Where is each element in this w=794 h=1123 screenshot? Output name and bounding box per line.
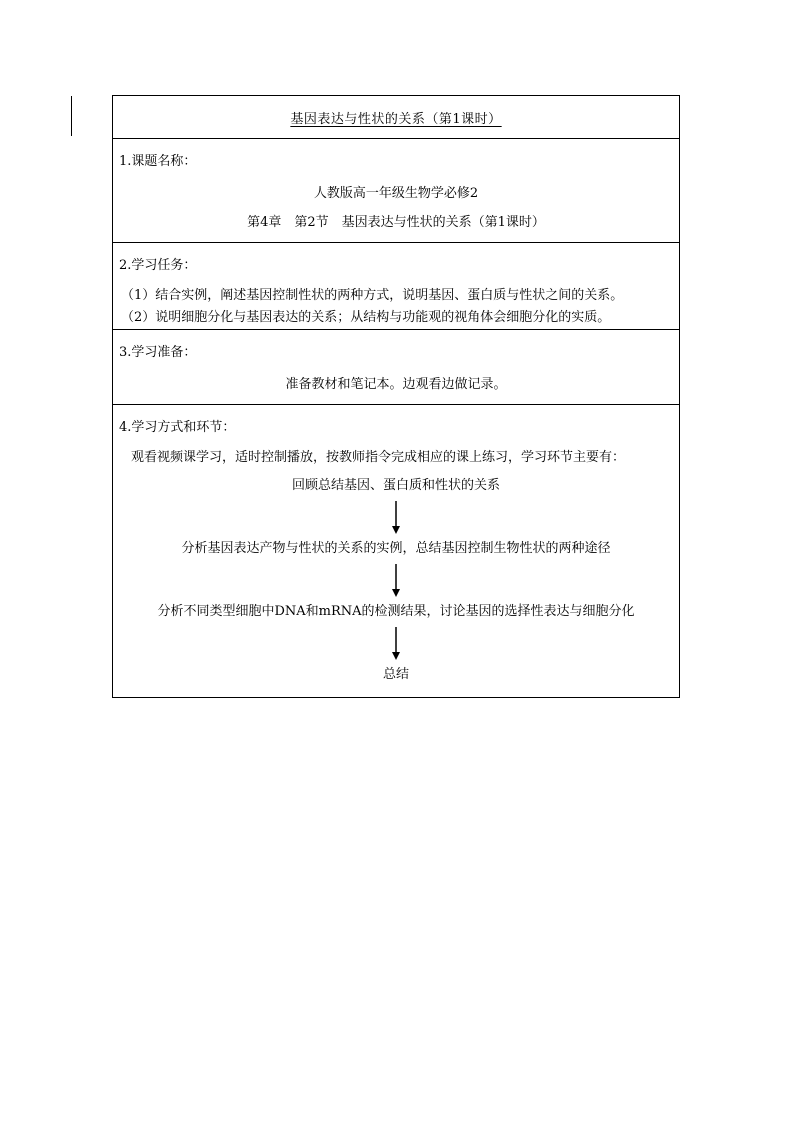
- flowchart: [113, 477, 679, 684]
- section-learning-method-label: 4.学习方式和环节：: [119, 420, 236, 435]
- section-learning-method: [113, 405, 679, 697]
- section-course-name: [113, 139, 679, 243]
- lesson-plan-table: [112, 95, 680, 698]
- flow-step: 总结: [382, 667, 409, 682]
- task-item: （1）结合实例，阐述基因控制性状的两种方式，说明基因、蛋白质与性状之间的关系。: [121, 288, 624, 303]
- margin-mark: [71, 96, 72, 136]
- document-title: 基因表达与性状的关系（第1课时）: [290, 111, 502, 127]
- section-learning-tasks: [113, 243, 679, 330]
- textbook-line: 人教版高一年级生物学必修2: [313, 186, 479, 201]
- flow-step: 分析基因表达产物与性状的关系的实例，总结基因控制生物性状的两种途径: [181, 541, 611, 556]
- section-preparation: [113, 330, 679, 405]
- title-row: [113, 96, 679, 139]
- task-item: （2）说明细胞分化与基因表达的关系；从结构与功能观的视角体会细胞分化的实质。: [121, 310, 611, 325]
- section-course-name-label: 1.课题名称：: [119, 154, 197, 169]
- flow-step: 分析不同类型细胞中DNA和mRNA的检测结果，讨论基因的选择性表达与细胞分化: [157, 604, 635, 619]
- down-arrow-icon: [390, 627, 402, 661]
- chapter-line: 第4章 第2节 基因表达与性状的关系（第1课时）: [247, 215, 545, 230]
- method-intro: 观看视频课学习，适时控制播放，按教师指令完成相应的课上练习，学习环节主要有：: [131, 450, 626, 465]
- section-learning-tasks-label: 2.学习任务：: [119, 258, 197, 273]
- down-arrow-icon: [390, 564, 402, 598]
- down-arrow-icon: [390, 501, 402, 535]
- section-preparation-label: 3.学习准备：: [119, 345, 197, 360]
- flow-step: 回顾总结基因、蛋白质和性状的关系: [291, 478, 500, 493]
- preparation-text: 准备教材和笔记本。边观看边做记录。: [285, 377, 507, 392]
